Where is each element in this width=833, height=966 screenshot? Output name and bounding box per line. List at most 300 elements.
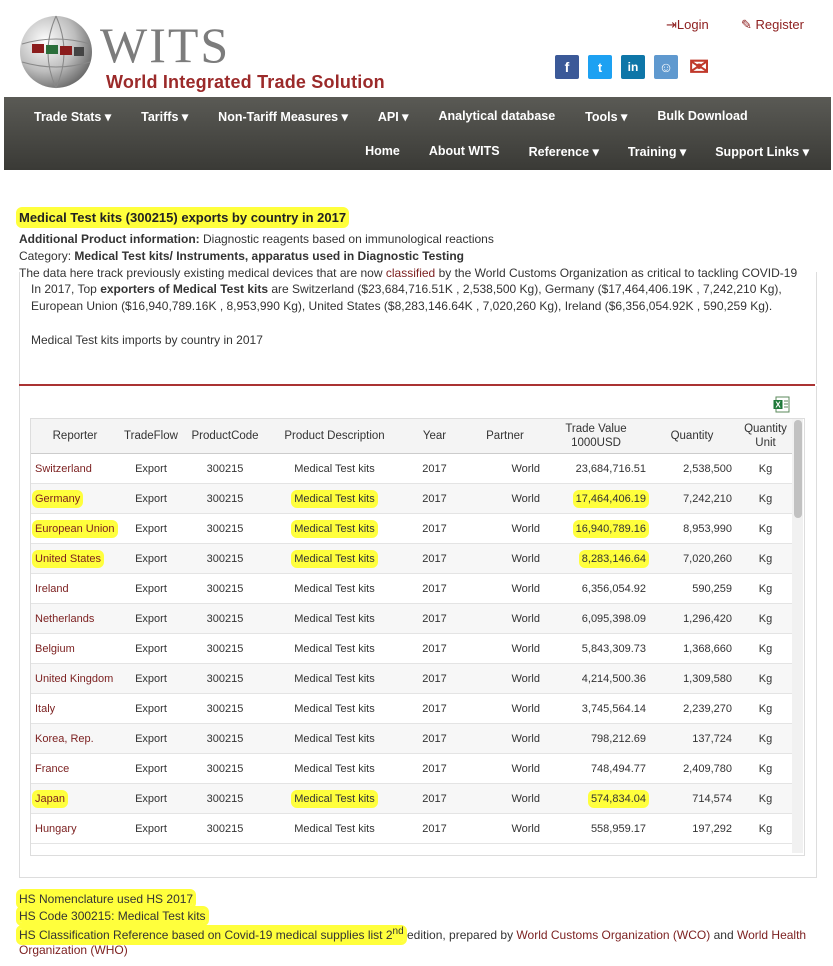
summary-line-2: European Union ($16,940,789.16K , 8,953,990 Kg), United States ($8,283,146.64K , 7,020,260 Kg), Ireland ($6,356,054.92K , 590,259 Kg).	[31, 299, 773, 313]
trade-value-cell	[543, 514, 649, 544]
partner-cell-text: World	[511, 582, 540, 595]
tradeflow-cell-text: Export	[135, 672, 167, 685]
linkedin-icon[interactable]: in	[621, 55, 645, 79]
productcode-cell-text: 300215	[206, 822, 244, 835]
quantity-cell	[649, 634, 735, 664]
classification-prepared: edition, prepared by	[407, 928, 514, 942]
register-link[interactable]	[741, 17, 804, 33]
productcode-cell	[183, 694, 267, 724]
col-year[interactable]: Year	[402, 419, 467, 454]
excel-export-icon[interactable]	[773, 396, 790, 413]
unit-cell	[735, 454, 796, 484]
reporter-cell[interactable]	[31, 754, 119, 784]
productcode-cell-text: 300215	[206, 552, 244, 565]
tradeflow-cell	[119, 454, 183, 484]
unit-cell	[735, 604, 796, 634]
quantity-cell	[649, 544, 735, 574]
unit-cell-text: Kg	[758, 612, 773, 625]
tradeflow-cell-text: Export	[135, 762, 167, 775]
col-quantity-unit[interactable]: Quantity Unit	[735, 419, 796, 454]
tradeflow-cell-text: Export	[135, 612, 167, 625]
description-cell-text: Medical Test kits	[294, 582, 375, 595]
twitter-icon[interactable]: t	[588, 55, 612, 79]
nav-trade-stats[interactable]: Trade Stats ▾	[34, 110, 112, 124]
facebook-icon[interactable]: f	[555, 55, 579, 79]
description-cell-text: Medical Test kits	[294, 462, 375, 475]
description-cell	[267, 724, 402, 754]
quantity-cell-text: 2,409,780	[683, 762, 732, 775]
reporter-cell[interactable]	[31, 814, 119, 844]
unit-cell-text: Kg	[758, 672, 773, 685]
year-cell-text: 2017	[422, 492, 447, 505]
login-link[interactable]	[666, 17, 709, 33]
partner-cell	[467, 574, 543, 604]
table-row	[31, 754, 796, 784]
description-cell-text: Medical Test kits	[294, 762, 375, 775]
year-cell-text: 2017	[422, 462, 447, 475]
productcode-cell-text: 300215	[206, 462, 244, 475]
reporter-cell[interactable]	[31, 514, 119, 544]
additional-info-label: Additional Product information:	[19, 232, 200, 246]
description-pre: The data here track previously existing medical devices that are now	[19, 266, 383, 280]
category-info	[19, 249, 464, 263]
trade-value-cell-text: 16,940,789.16	[575, 522, 646, 535]
trade-value-cell-text: 17,464,406.19	[575, 492, 646, 505]
col-product-description[interactable]: Product Description	[267, 419, 402, 454]
quantity-cell	[649, 604, 735, 634]
year-cell	[402, 724, 467, 754]
tradeflow-cell-text: Export	[135, 492, 167, 505]
year-cell	[402, 784, 467, 814]
reporter-cell[interactable]	[31, 604, 119, 634]
table-row	[31, 724, 796, 754]
nav-analytical-database[interactable]: Analytical database	[438, 109, 556, 123]
data-grid	[30, 418, 805, 856]
table-row	[31, 814, 796, 844]
productcode-cell	[183, 574, 267, 604]
reporter-cell-text: United States	[35, 552, 102, 565]
register-label: Register	[755, 17, 804, 32]
nav-tariffs[interactable]: Tariffs ▾	[141, 110, 189, 124]
nav-bulk-download[interactable]: Bulk Download	[657, 109, 748, 123]
description-cell	[267, 754, 402, 784]
description-cell	[267, 604, 402, 634]
description-cell-text: Medical Test kits	[294, 672, 375, 685]
unit-cell	[735, 694, 796, 724]
reporter-cell[interactable]	[31, 694, 119, 724]
register-icon: ✎	[741, 17, 756, 32]
summary-intro: In 2017, Top	[31, 282, 97, 296]
trade-value-cell-text: 3,745,564.14	[581, 702, 646, 715]
description-cell	[267, 514, 402, 544]
year-cell-text: 2017	[422, 792, 447, 805]
year-cell-text: 2017	[422, 612, 447, 625]
year-cell-text: 2017	[422, 642, 447, 655]
hs-nomenclature	[19, 892, 193, 906]
productcode-cell	[183, 754, 267, 784]
partner-cell	[467, 754, 543, 784]
wits-logo-subtitle[interactable]: World Integrated Trade Solution	[106, 72, 385, 92]
year-cell	[402, 814, 467, 844]
table-row	[31, 784, 796, 814]
partner-cell	[467, 544, 543, 574]
reporter-cell[interactable]	[31, 634, 119, 664]
unit-cell-text: Kg	[758, 552, 773, 565]
quantity-cell	[649, 484, 735, 514]
tradeflow-cell	[119, 694, 183, 724]
reporter-cell-text: Japan	[35, 792, 65, 805]
unit-cell-text: Kg	[758, 492, 773, 505]
page-title: Medical Test kits (300215) exports by country in 2017	[19, 210, 347, 225]
hs-classification-text	[19, 928, 404, 942]
year-cell	[402, 484, 467, 514]
classification-and: and	[713, 928, 734, 942]
unit-cell	[735, 784, 796, 814]
partner-cell-text: World	[511, 552, 540, 565]
partner-cell	[467, 664, 543, 694]
wits-logo-text[interactable]: WITS	[100, 17, 231, 73]
tradeflow-cell-text: Export	[135, 792, 167, 805]
trade-value-cell-text: 8,283,146.64	[581, 552, 646, 565]
reporter-cell[interactable]	[31, 454, 119, 484]
productcode-cell	[183, 544, 267, 574]
description-cell	[267, 664, 402, 694]
reporter-cell-text: France	[35, 762, 70, 775]
imports-link[interactable]: Medical Test kits imports by country in 2017	[31, 333, 263, 347]
quantity-cell	[649, 784, 735, 814]
productcode-cell	[183, 784, 267, 814]
tradeflow-cell	[119, 484, 183, 514]
nav-api[interactable]: API ▾	[377, 110, 409, 124]
trade-value-cell	[543, 814, 649, 844]
unit-cell-text: Kg	[758, 822, 773, 835]
nav-non-tariff-measures[interactable]: Non-Tariff Measures ▾	[218, 110, 348, 124]
productcode-cell	[183, 514, 267, 544]
unit-cell	[735, 724, 796, 754]
description-cell	[267, 574, 402, 604]
trade-value-cell-text: 5,843,309.73	[581, 642, 646, 655]
partner-cell-text: World	[511, 462, 540, 475]
productcode-cell	[183, 814, 267, 844]
quantity-cell	[649, 454, 735, 484]
trade-value-cell-text: 23,684,716.51	[575, 462, 646, 475]
nav-support-links[interactable]: Support Links ▾	[715, 145, 809, 159]
productcode-cell-text: 300215	[206, 792, 244, 805]
partner-cell	[467, 634, 543, 664]
partner-cell	[467, 694, 543, 724]
table-scroll-thumb[interactable]	[794, 420, 802, 518]
partner-cell	[467, 454, 543, 484]
description-cell	[267, 544, 402, 574]
partner-cell	[467, 484, 543, 514]
description-cell-text: Medical Test kits	[294, 522, 375, 535]
unit-cell-text: Kg	[758, 522, 773, 535]
trade-value-cell	[543, 724, 649, 754]
social-links	[555, 55, 711, 79]
quantity-cell-text: 8,953,990	[683, 522, 732, 535]
unit-cell-text: Kg	[758, 732, 773, 745]
year-cell-text: 2017	[422, 732, 447, 745]
trade-value-cell	[543, 784, 649, 814]
email-icon[interactable]: ✉	[688, 53, 710, 81]
col-trade-value[interactable]: Trade Value 1000USD	[543, 419, 649, 454]
year-cell	[402, 454, 467, 484]
tradeflow-cell	[119, 604, 183, 634]
quantity-cell	[649, 664, 735, 694]
trade-value-cell-text: 4,214,500.36	[581, 672, 646, 685]
nav-reference[interactable]: Reference ▾	[528, 145, 599, 159]
tradeflow-cell-text: Export	[135, 462, 167, 475]
year-cell	[402, 514, 467, 544]
trade-value-cell-text: 574,834.04	[590, 792, 646, 805]
description-cell-text: Medical Test kits	[294, 552, 375, 565]
nav-training[interactable]: Training ▾	[627, 145, 687, 159]
reporter-cell-text: Italy	[35, 702, 56, 715]
table-row	[31, 604, 796, 634]
productcode-cell-text: 300215	[206, 702, 244, 715]
reporter-cell[interactable]	[31, 664, 119, 694]
productcode-cell	[183, 604, 267, 634]
description-cell	[267, 484, 402, 514]
reporter-cell-text: Hungary	[35, 822, 77, 835]
year-cell	[402, 694, 467, 724]
productcode-cell	[183, 634, 267, 664]
year-cell-text: 2017	[422, 552, 447, 565]
description-cell	[267, 454, 402, 484]
main-nav	[4, 97, 831, 170]
partner-cell-text: World	[511, 642, 540, 655]
quantity-cell	[649, 514, 735, 544]
description-cell	[267, 694, 402, 724]
trade-value-cell-text: 6,356,054.92	[581, 582, 646, 595]
unit-cell	[735, 544, 796, 574]
quantity-cell-text: 197,292	[692, 822, 732, 835]
quantity-cell	[649, 814, 735, 844]
unit-cell	[735, 634, 796, 664]
tradeflow-cell-text: Export	[135, 702, 167, 715]
col-productcode[interactable]: ProductCode	[183, 419, 267, 454]
description-cell	[267, 814, 402, 844]
year-cell	[402, 754, 467, 784]
trade-value-cell-text: 798,212.69	[590, 732, 646, 745]
productcode-cell-text: 300215	[206, 732, 244, 745]
table-body	[31, 454, 796, 844]
summary-panel	[19, 272, 817, 384]
quantity-cell-text: 2,538,500	[683, 462, 732, 475]
reporter-cell-text: Switzerland	[35, 462, 92, 475]
description-cell-text: Medical Test kits	[294, 822, 375, 835]
table-row	[31, 634, 796, 664]
tradeflow-cell	[119, 544, 183, 574]
partner-cell-text: World	[511, 672, 540, 685]
unit-cell-text: Kg	[758, 642, 773, 655]
productcode-cell	[183, 724, 267, 754]
partner-cell	[467, 814, 543, 844]
tradeflow-cell	[119, 574, 183, 604]
who-link-end[interactable]: Organization (WHO)	[19, 943, 128, 957]
table-row	[31, 484, 796, 514]
tradeflow-cell	[119, 634, 183, 664]
reporter-cell[interactable]	[31, 544, 119, 574]
category-label: Category:	[19, 249, 72, 263]
who-link-start[interactable]: World Health	[736, 928, 807, 942]
reporter-cell[interactable]	[31, 724, 119, 754]
hs-code-line	[19, 909, 206, 923]
unit-cell	[735, 814, 796, 844]
col-tradeflow[interactable]: TradeFlow	[119, 419, 183, 454]
year-cell-text: 2017	[422, 582, 447, 595]
unit-cell-text: Kg	[758, 582, 773, 595]
quantity-cell-text: 2,239,270	[683, 702, 732, 715]
quantity-cell-text: 1,296,420	[683, 612, 732, 625]
partner-cell-text: World	[511, 612, 540, 625]
year-cell	[402, 604, 467, 634]
table-row	[31, 454, 796, 484]
table-row	[31, 664, 796, 694]
trade-value-cell	[543, 694, 649, 724]
partner-cell-text: World	[511, 762, 540, 775]
quantity-cell-text: 7,020,260	[683, 552, 732, 565]
nav-about-wits[interactable]: About WITS	[428, 144, 500, 158]
tradeflow-cell-text: Export	[135, 552, 167, 565]
tradeflow-cell-text: Export	[135, 522, 167, 535]
reporter-cell-text: Germany	[35, 492, 81, 505]
unit-cell-text: Kg	[758, 792, 773, 805]
trade-value-cell	[543, 544, 649, 574]
trade-value-cell	[543, 664, 649, 694]
productcode-cell	[183, 484, 267, 514]
productcode-cell	[183, 454, 267, 484]
trade-value-cell	[543, 634, 649, 664]
productcode-cell-text: 300215	[206, 672, 244, 685]
productcode-cell-text: 300215	[206, 642, 244, 655]
quantity-cell-text: 1,368,660	[683, 642, 732, 655]
wco-link[interactable]: World Customs Organization (WCO)	[516, 928, 711, 942]
partner-cell	[467, 784, 543, 814]
col-reporter[interactable]: Reporter	[31, 419, 119, 454]
tradeflow-cell	[119, 664, 183, 694]
site-header	[0, 0, 833, 96]
trade-value-cell-text: 748,494.77	[590, 762, 646, 775]
login-label: Login	[676, 17, 709, 32]
year-cell	[402, 634, 467, 664]
trade-value-cell	[543, 754, 649, 784]
reporter-cell-text: Belgium	[35, 642, 75, 655]
svg-text:X: X	[775, 400, 781, 410]
partner-cell-text: World	[511, 822, 540, 835]
description-cell-text: Medical Test kits	[294, 612, 375, 625]
col-quantity[interactable]: Quantity	[649, 419, 735, 454]
productcode-cell	[183, 664, 267, 694]
nav-row-secondary	[336, 144, 809, 159]
table-row	[31, 574, 796, 604]
reporter-cell[interactable]	[31, 574, 119, 604]
who-line	[19, 943, 128, 957]
tradeflow-cell-text: Export	[135, 642, 167, 655]
tradeflow-cell	[119, 784, 183, 814]
partner-cell-text: World	[511, 732, 540, 745]
trade-value-cell	[543, 604, 649, 634]
tradeflow-cell	[119, 814, 183, 844]
table-row	[31, 514, 796, 544]
partner-cell-text: World	[511, 702, 540, 715]
description-cell-text: Medical Test kits	[294, 702, 375, 715]
partner-cell-text: World	[511, 522, 540, 535]
unit-cell-text: Kg	[758, 462, 773, 475]
reporter-cell-text: European Union	[35, 522, 115, 535]
trade-value-cell	[543, 484, 649, 514]
description-post: by the World Customs Organization as critical to tackling COVID-19	[438, 266, 798, 280]
tradeflow-cell-text: Export	[135, 582, 167, 595]
quantity-cell	[649, 574, 735, 604]
unit-cell	[735, 574, 796, 604]
hs-code-text: HS Code 300215: Medical Test kits	[19, 909, 206, 923]
quantity-cell	[649, 754, 735, 784]
reddit-icon[interactable]: ☺	[654, 55, 678, 79]
category-value: Medical Test kits/ Instruments, apparatus used in Diagnostic Testing	[74, 249, 465, 263]
description-cell	[267, 634, 402, 664]
year-cell-text: 2017	[422, 762, 447, 775]
partner-cell-text: World	[511, 792, 540, 805]
reporter-cell-text: Ireland	[35, 582, 69, 595]
col-partner[interactable]: Partner	[467, 419, 543, 454]
year-cell-text: 2017	[422, 702, 447, 715]
reporter-cell[interactable]	[31, 784, 119, 814]
year-cell-text: 2017	[422, 822, 447, 835]
quantity-cell-text: 590,259	[692, 582, 732, 595]
additional-info	[19, 232, 494, 246]
productcode-cell-text: 300215	[206, 762, 244, 775]
trade-value-cell	[543, 454, 649, 484]
quantity-cell-text: 1,309,580	[683, 672, 732, 685]
unit-cell-text: Kg	[758, 702, 773, 715]
productcode-cell-text: 300215	[206, 612, 244, 625]
year-cell	[402, 664, 467, 694]
trade-value-cell-text: 558,959.17	[590, 822, 646, 835]
description-cell	[267, 784, 402, 814]
login-icon: ⇥	[666, 17, 677, 32]
wits-globe-logo[interactable]	[18, 14, 94, 90]
reporter-cell[interactable]	[31, 484, 119, 514]
productcode-cell-text: 300215	[206, 582, 244, 595]
nav-home[interactable]: Home	[365, 144, 400, 158]
productcode-cell-text: 300215	[206, 522, 244, 535]
tradeflow-cell	[119, 724, 183, 754]
summary-line-1	[31, 282, 782, 296]
unit-cell	[735, 754, 796, 784]
table-header-row	[31, 419, 796, 454]
year-cell-text: 2017	[422, 522, 447, 535]
partner-cell	[467, 604, 543, 634]
partner-cell	[467, 514, 543, 544]
classified-link[interactable]: classified	[385, 266, 436, 280]
quantity-cell-text: 7,242,210	[683, 492, 732, 505]
year-cell	[402, 574, 467, 604]
trade-value-cell	[543, 574, 649, 604]
quantity-cell	[649, 694, 735, 724]
nav-tools[interactable]: Tools ▾	[585, 110, 628, 124]
quantity-cell	[649, 724, 735, 754]
tradeflow-cell	[119, 754, 183, 784]
description-cell-text: Medical Test kits	[294, 492, 375, 505]
year-cell-text: 2017	[422, 672, 447, 685]
reporter-cell-text: Netherlands	[35, 612, 95, 625]
productcode-cell-text: 300215	[206, 492, 244, 505]
summary-rest: are Switzerland ($23,684,716.51K , 2,538,500 Kg), Germany ($17,464,406.19K , 7,242,210 Kg),	[271, 282, 782, 296]
summary-bold: exporters of Medical Test kits	[100, 282, 269, 296]
hs-classification-line	[19, 926, 806, 942]
tradeflow-cell-text: Export	[135, 732, 167, 745]
